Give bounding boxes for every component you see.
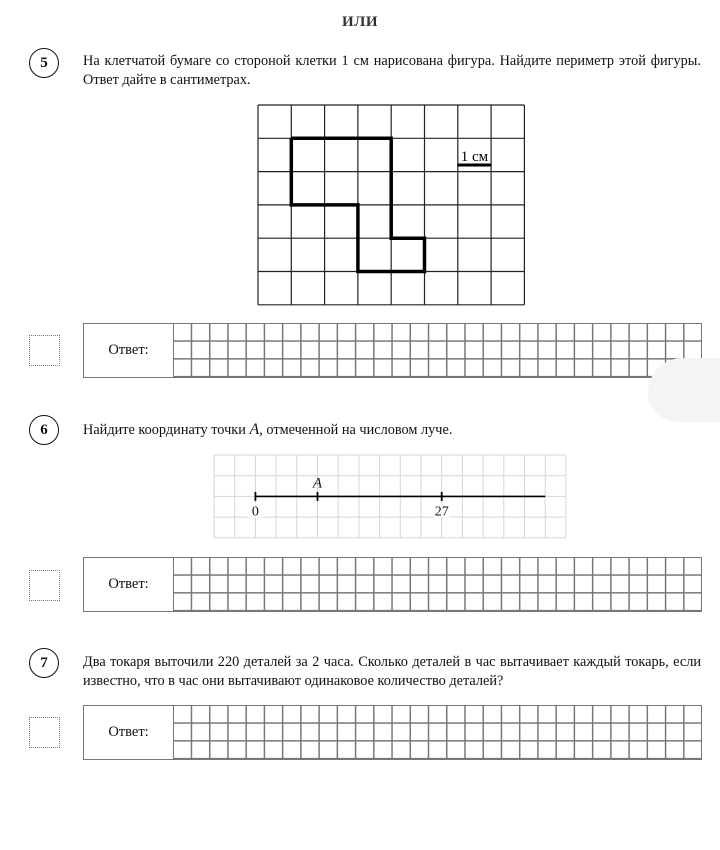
- question-6-text-before: Найдите координату точки: [83, 422, 246, 438]
- gray-smudge: [648, 358, 720, 422]
- answer-label: Ответ:: [84, 558, 174, 611]
- question-5-check-box[interactable]: [29, 335, 60, 366]
- tick-label: 27: [434, 504, 449, 520]
- point-a-name: A: [249, 421, 260, 438]
- answer-label: Ответ:: [84, 324, 174, 377]
- scale-label: 1 см: [460, 148, 489, 165]
- question-7-check-box[interactable]: [29, 717, 60, 748]
- figure-grid: [256, 103, 528, 309]
- point-a-label: A: [312, 475, 323, 492]
- question-number-5: 5: [29, 48, 59, 78]
- question-7-answer-box[interactable]: [83, 705, 702, 760]
- question-7-text: Два токаря выточили 220 деталей за 2 часа. Сколько деталей в час вытачивает каждый токарь, если известно, что в час они вытачивают одинаковое количество деталей?: [83, 654, 701, 689]
- question-6-text: [83, 420, 701, 440]
- answer-label: Ответ:: [84, 706, 174, 759]
- tick-label: 0: [251, 504, 259, 520]
- question-6-check-box[interactable]: [29, 570, 60, 601]
- answer-grid-cells[interactable]: [174, 558, 701, 611]
- number-line-grid: [213, 454, 569, 540]
- number-line: [247, 475, 545, 519]
- question-5-answer-box[interactable]: [83, 323, 702, 378]
- question-number-6: 6: [29, 415, 59, 445]
- answer-grid-cells[interactable]: [174, 706, 701, 759]
- question-6-text-after: , отмеченной на числовом луче.: [259, 422, 453, 438]
- or-heading: ИЛИ: [341, 14, 378, 30]
- answer-grid-cells[interactable]: [174, 324, 701, 377]
- question-5-text: На клетчатой бумаге со стороной клетки 1 см нарисована фигура. Найдите периметр этой фигуры. Ответ дайте в сантиметрах.: [83, 53, 701, 88]
- question-number-7: 7: [29, 648, 59, 678]
- question-6-answer-box[interactable]: [83, 557, 702, 612]
